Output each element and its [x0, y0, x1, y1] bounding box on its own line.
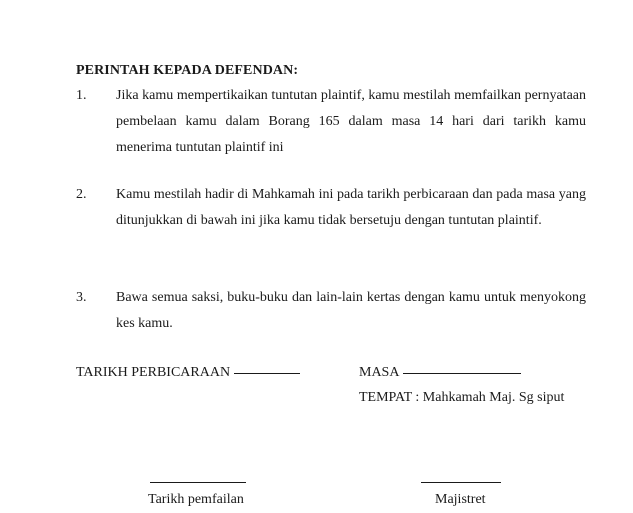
hearing-date-blank [234, 373, 300, 374]
magistrate-label: Majistret [435, 492, 486, 507]
hearing-time-label: MASA [359, 365, 400, 380]
hearing-date-row [76, 365, 300, 381]
item-text: Bawa semua saksi, buku-buku dan lain-lain kertas dengan kamu untuk menyokong kes kamu. [116, 290, 586, 331]
magistrate-signature-line [421, 482, 501, 483]
filing-date-label: Tarikh pemfailan [148, 492, 244, 507]
order-item-3 [76, 285, 586, 337]
hearing-place: TEMPAT : Mahkamah Maj. Sg siput [359, 390, 565, 405]
item-text: Kamu mestilah hadir di Mahkamah ini pada tarikh perbicaraan dan pada masa yang ditunjukkan di bawah ini jika kamu tidak bersetuju dengan tuntutan plaintif. [116, 187, 586, 228]
item-number: 3. [76, 290, 87, 305]
hearing-time-row [359, 365, 521, 381]
order-item-1 [76, 83, 586, 161]
hearing-date-label: TARIKH PERBICARAAN [76, 365, 231, 380]
order-item-2 [76, 182, 586, 234]
hearing-time-blank [403, 373, 521, 374]
item-number: 1. [76, 88, 87, 103]
filing-date-signature-line [150, 482, 246, 483]
item-number: 2. [76, 187, 87, 202]
item-text: Jika kamu mempertikaikan tuntutan plaintif, kamu mestilah memfailkan pernyataan pembelaan kamu dalam Borang 165 dalam masa 14 hari dari tarikh kamu menerima tuntutan plaintif ini [116, 88, 586, 155]
section-heading: PERINTAH KEPADA DEFENDAN: [76, 63, 299, 78]
